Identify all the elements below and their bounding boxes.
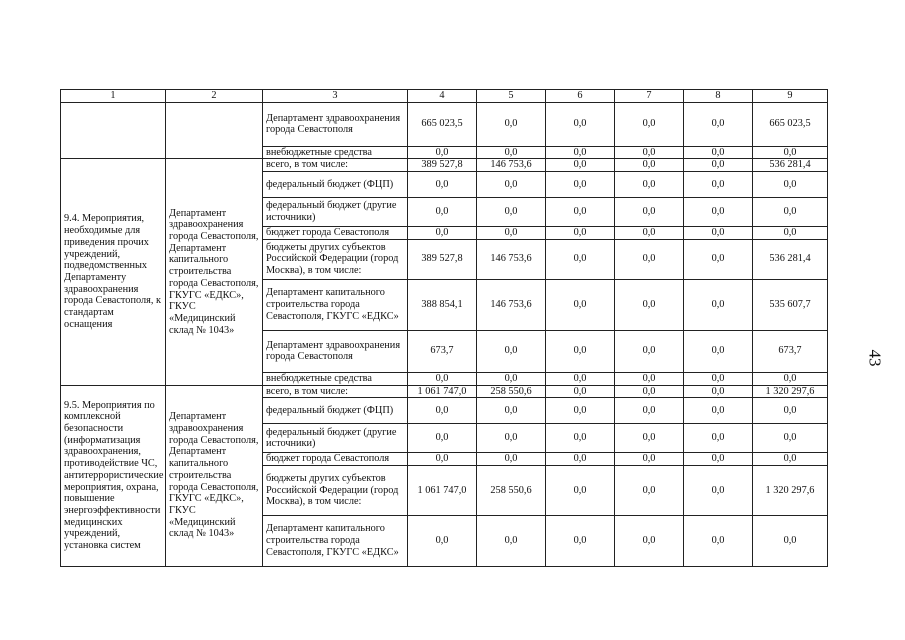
value-cell: 0,0: [408, 453, 477, 466]
value-cell: 146 753,6: [477, 159, 546, 172]
total-cell: 536 281,4: [753, 159, 828, 172]
value-cell: 0,0: [615, 198, 684, 227]
value-cell: 0,0: [477, 227, 546, 240]
column-number: 3: [263, 90, 408, 103]
total-cell: 665 023,5: [753, 102, 828, 146]
column-number: 1: [61, 90, 166, 103]
funding-source: бюджеты других субъектов Российской Федерации (город Москва), в том числе:: [263, 239, 408, 279]
total-cell: 0,0: [753, 372, 828, 385]
column-number-row: [61, 90, 828, 103]
value-cell: 0,0: [546, 146, 615, 159]
total-cell: 0,0: [753, 146, 828, 159]
value-cell: 0,0: [684, 227, 753, 240]
total-cell: 0,0: [753, 453, 828, 466]
funding-source: Департамент здравоохранения города Севастополя: [263, 102, 408, 146]
column-number: 5: [477, 90, 546, 103]
value-cell: 0,0: [477, 515, 546, 566]
value-cell: 0,0: [477, 172, 546, 198]
total-cell: 673,7: [753, 330, 828, 372]
value-cell: 0,0: [615, 385, 684, 398]
value-cell: 0,0: [546, 453, 615, 466]
value-cell: 0,0: [408, 198, 477, 227]
funding-source: внебюджетные средства: [263, 146, 408, 159]
funding-source: федеральный бюджет (ФЦП): [263, 398, 408, 424]
funding-source: Департамент капитального строительства города Севастополя, ГКУГС «ЕДКС»: [263, 515, 408, 566]
value-cell: 258 550,6: [477, 465, 546, 515]
value-cell: 0,0: [615, 279, 684, 330]
value-cell: 0,0: [615, 398, 684, 424]
value-cell: 0,0: [408, 398, 477, 424]
value-cell: 0,0: [684, 398, 753, 424]
value-cell: 0,0: [684, 465, 753, 515]
funding-source: бюджет города Севастополя: [263, 227, 408, 240]
value-cell: 388 854,1: [408, 279, 477, 330]
column-number: 4: [408, 90, 477, 103]
activity-description: 9.5. Мероприятия по комплексной безопасности (информатизация здравоохранения, противодействие ЧС, антитеррористические мероприятия, охрана, повышение энергоэффективности медицинских учреждений, установка систем: [61, 385, 166, 566]
value-cell: 0,0: [477, 198, 546, 227]
value-cell: 0,0: [615, 372, 684, 385]
total-cell: 0,0: [753, 198, 828, 227]
value-cell: 0,0: [408, 146, 477, 159]
value-cell: 0,0: [546, 330, 615, 372]
value-cell: 0,0: [546, 198, 615, 227]
value-cell: 0,0: [615, 102, 684, 146]
column-number: 8: [684, 90, 753, 103]
value-cell: 0,0: [684, 239, 753, 279]
executor-description: Департамент здравоохранения города Севастополя, Департамент капитального строительства города Севастополя, ГКУГС «ЕДКС», ГКУС «Медицинский склад № 1043»: [166, 385, 263, 566]
value-cell: 0,0: [615, 159, 684, 172]
value-cell: 0,0: [477, 398, 546, 424]
value-cell: 0,0: [615, 465, 684, 515]
value-cell: 0,0: [615, 172, 684, 198]
empty-executor-cell: [166, 102, 263, 159]
value-cell: 0,0: [615, 227, 684, 240]
value-cell: 0,0: [546, 172, 615, 198]
funding-source: внебюджетные средства: [263, 372, 408, 385]
value-cell: 0,0: [477, 102, 546, 146]
value-cell: 146 753,6: [477, 279, 546, 330]
value-cell: 0,0: [615, 515, 684, 566]
value-cell: 665 023,5: [408, 102, 477, 146]
value-cell: 0,0: [546, 372, 615, 385]
value-cell: 0,0: [615, 239, 684, 279]
value-cell: 0,0: [615, 330, 684, 372]
value-cell: 389 527,8: [408, 239, 477, 279]
value-cell: 0,0: [684, 515, 753, 566]
total-cell: 1 320 297,6: [753, 385, 828, 398]
value-cell: 0,0: [546, 102, 615, 146]
funding-source: бюджет города Севастополя: [263, 453, 408, 466]
value-cell: 0,0: [546, 239, 615, 279]
value-cell: 0,0: [684, 198, 753, 227]
value-cell: 1 061 747,0: [408, 385, 477, 398]
total-cell: 0,0: [753, 227, 828, 240]
value-cell: 0,0: [684, 159, 753, 172]
page-number: 43: [865, 349, 885, 367]
value-cell: 0,0: [684, 172, 753, 198]
executor-description: Департамент здравоохранения города Севастополя, Департамент капитального строительства города Севастополя, ГКУГС «ЕДКС», ГКУС «Медицинский склад № 1043»: [166, 159, 263, 385]
value-cell: 258 550,6: [477, 385, 546, 398]
funding-source: федеральный бюджет (другие источники): [263, 424, 408, 453]
total-cell: 1 320 297,6: [753, 465, 828, 515]
funding-source: бюджеты других субъектов Российской Федерации (город Москва), в том числе:: [263, 465, 408, 515]
value-cell: 673,7: [408, 330, 477, 372]
value-cell: 0,0: [615, 146, 684, 159]
value-cell: 0,0: [684, 372, 753, 385]
total-cell: 0,0: [753, 515, 828, 566]
value-cell: 0,0: [546, 424, 615, 453]
funding-source: Департамент здравоохранения города Севастополя: [263, 330, 408, 372]
value-cell: 0,0: [546, 279, 615, 330]
value-cell: 0,0: [477, 146, 546, 159]
value-cell: 0,0: [408, 424, 477, 453]
total-cell: 0,0: [753, 398, 828, 424]
value-cell: 0,0: [546, 227, 615, 240]
value-cell: 0,0: [615, 424, 684, 453]
value-cell: 0,0: [684, 330, 753, 372]
column-number: 2: [166, 90, 263, 103]
empty-activity-cell: [61, 102, 166, 159]
value-cell: 146 753,6: [477, 239, 546, 279]
value-cell: 0,0: [546, 398, 615, 424]
total-cell: 0,0: [753, 424, 828, 453]
funding-source: всего, в том числе:: [263, 385, 408, 398]
total-cell: 536 281,4: [753, 239, 828, 279]
value-cell: 0,0: [408, 515, 477, 566]
table-row: [61, 102, 828, 146]
value-cell: 0,0: [546, 465, 615, 515]
value-cell: 389 527,8: [408, 159, 477, 172]
table-row: [61, 385, 828, 398]
column-number: 7: [615, 90, 684, 103]
value-cell: 0,0: [546, 159, 615, 172]
value-cell: 0,0: [477, 453, 546, 466]
value-cell: 0,0: [684, 146, 753, 159]
value-cell: 0,0: [684, 102, 753, 146]
value-cell: 0,0: [684, 385, 753, 398]
value-cell: 0,0: [408, 172, 477, 198]
value-cell: 0,0: [684, 424, 753, 453]
value-cell: 0,0: [477, 372, 546, 385]
value-cell: 0,0: [684, 279, 753, 330]
value-cell: 0,0: [684, 453, 753, 466]
value-cell: 0,0: [408, 227, 477, 240]
budget-table: [60, 89, 828, 567]
value-cell: 0,0: [546, 385, 615, 398]
column-number: 9: [753, 90, 828, 103]
funding-source: федеральный бюджет (другие источники): [263, 198, 408, 227]
funding-source: всего, в том числе:: [263, 159, 408, 172]
funding-source: Департамент капитального строительства города Севастополя, ГКУГС «ЕДКС»: [263, 279, 408, 330]
value-cell: 1 061 747,0: [408, 465, 477, 515]
value-cell: 0,0: [477, 424, 546, 453]
column-number: 6: [546, 90, 615, 103]
value-cell: 0,0: [615, 453, 684, 466]
value-cell: 0,0: [408, 372, 477, 385]
activity-description: 9.4. Мероприятия, необходимые для приведения прочих учреждений, подведомственных Департаменту здравоохранения города Севастополя, к стандартам оснащения: [61, 159, 166, 385]
total-cell: 0,0: [753, 172, 828, 198]
total-cell: 535 607,7: [753, 279, 828, 330]
funding-source: федеральный бюджет (ФЦП): [263, 172, 408, 198]
value-cell: 0,0: [477, 330, 546, 372]
table-row: [61, 159, 828, 172]
value-cell: 0,0: [546, 515, 615, 566]
